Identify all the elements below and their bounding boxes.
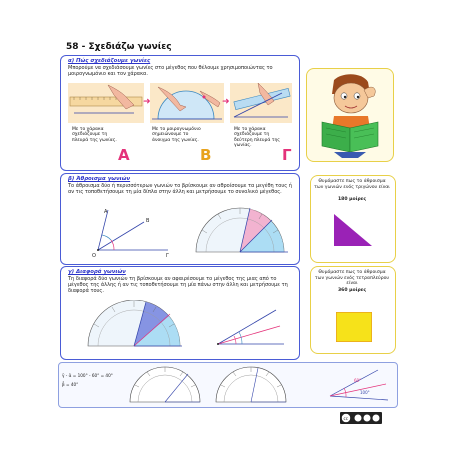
step-b-caption: Με το μοιρογνωμόνιο σημειώνουμε το άνοιγμα της γωνίας. (152, 127, 201, 143)
label-G: Γ (166, 253, 169, 259)
section-c-heading: γ) Διαφορά γωνιών (68, 269, 126, 275)
section-a-heading: α) Πώς σχεδιάζουμε γωνίες (68, 58, 151, 64)
protractor-sum-figure (192, 206, 290, 258)
quadrilateral-card-text: Θυμόμαστε πως το άθροισμα των γωνιών ενός τετραπλεύρου είναι (314, 270, 390, 287)
triangle-card-value: 180 μοίρες (337, 197, 367, 202)
bottom-angle-figure (326, 366, 392, 404)
label-A: A (104, 209, 108, 215)
equation-difference: γ̂ - α̂ = 100° - 60° = 40° (62, 373, 113, 378)
section-b-text: Το άθροισμα δύο ή περισσότερων γωνιών το βρίσκουμε αν αθροίσουμε τα μεγέθη τους ή αν τις τοποθετήσουμε τη μία δίπλα στην άλλη και μετρήσουμε το συνολικό μέγεθος. (68, 183, 292, 196)
label-100: 100° (360, 390, 370, 395)
protractor-difference-figure (84, 300, 184, 352)
quadrilateral-card-value: 360 μοίρες (337, 288, 367, 293)
step-c-letter: Γ (282, 146, 292, 164)
step-c-caption: Με το χάρακα σχεδιάζουμε τη δεύτερη πλευρά της γωνίας. (234, 127, 280, 149)
label-O: O (92, 253, 96, 259)
boy-reading-illustration (312, 72, 388, 158)
arrow-icon: ➜ (222, 97, 230, 107)
section-b-heading: β) Άθροισμα γωνιών (68, 176, 131, 182)
triangle-shape (332, 212, 376, 248)
cc-license-badge (340, 412, 382, 424)
arrow-icon: ➜ (143, 97, 151, 107)
angle-sum-figure (78, 206, 174, 260)
step-a-image (68, 83, 144, 123)
square-shape (336, 312, 372, 342)
triangle-card-text: Θυμόμαστε πως το άθροισμα των γωνιών ενός τριγώνου είναι (314, 179, 390, 190)
section-a-text: Μπορούμε να σχεδιάσουμε γωνίες στο μέγεθος που θέλουμε χρησιμοποιώντας το μοιρογνωμόνιο και τον χάρακα. (68, 65, 273, 78)
bottom-protractor-1 (128, 366, 202, 404)
step-a-letter: A (118, 146, 130, 164)
svg-text:cc: cc (343, 415, 348, 421)
step-b-letter: B (200, 146, 212, 164)
page-title: 58 - Σχεδιάζω γωνίες (66, 42, 172, 52)
angle-difference-figure (214, 304, 286, 352)
label-B: B (146, 218, 150, 224)
section-c-text: Τη διαφορά δύο γωνιών τη βρίσκουμε αν αφαιρέσουμε το μέγεθος της μιας από το μέγεθος της άλλης ή αν τις τοποθετήσουμε τη μία πάνω στην άλλη και μετρήσουμε τη διαφορά τους. (68, 276, 288, 295)
step-b-image (150, 83, 224, 123)
step-a-caption: Με το χάρακα σχεδιάζουμε τη πλευρά της γωνίας. (72, 127, 117, 143)
equation-result: β̂ = 40° (62, 382, 79, 387)
label-60: 60° (354, 378, 362, 383)
step-c-image (230, 83, 292, 123)
bottom-protractor-2 (214, 366, 288, 404)
